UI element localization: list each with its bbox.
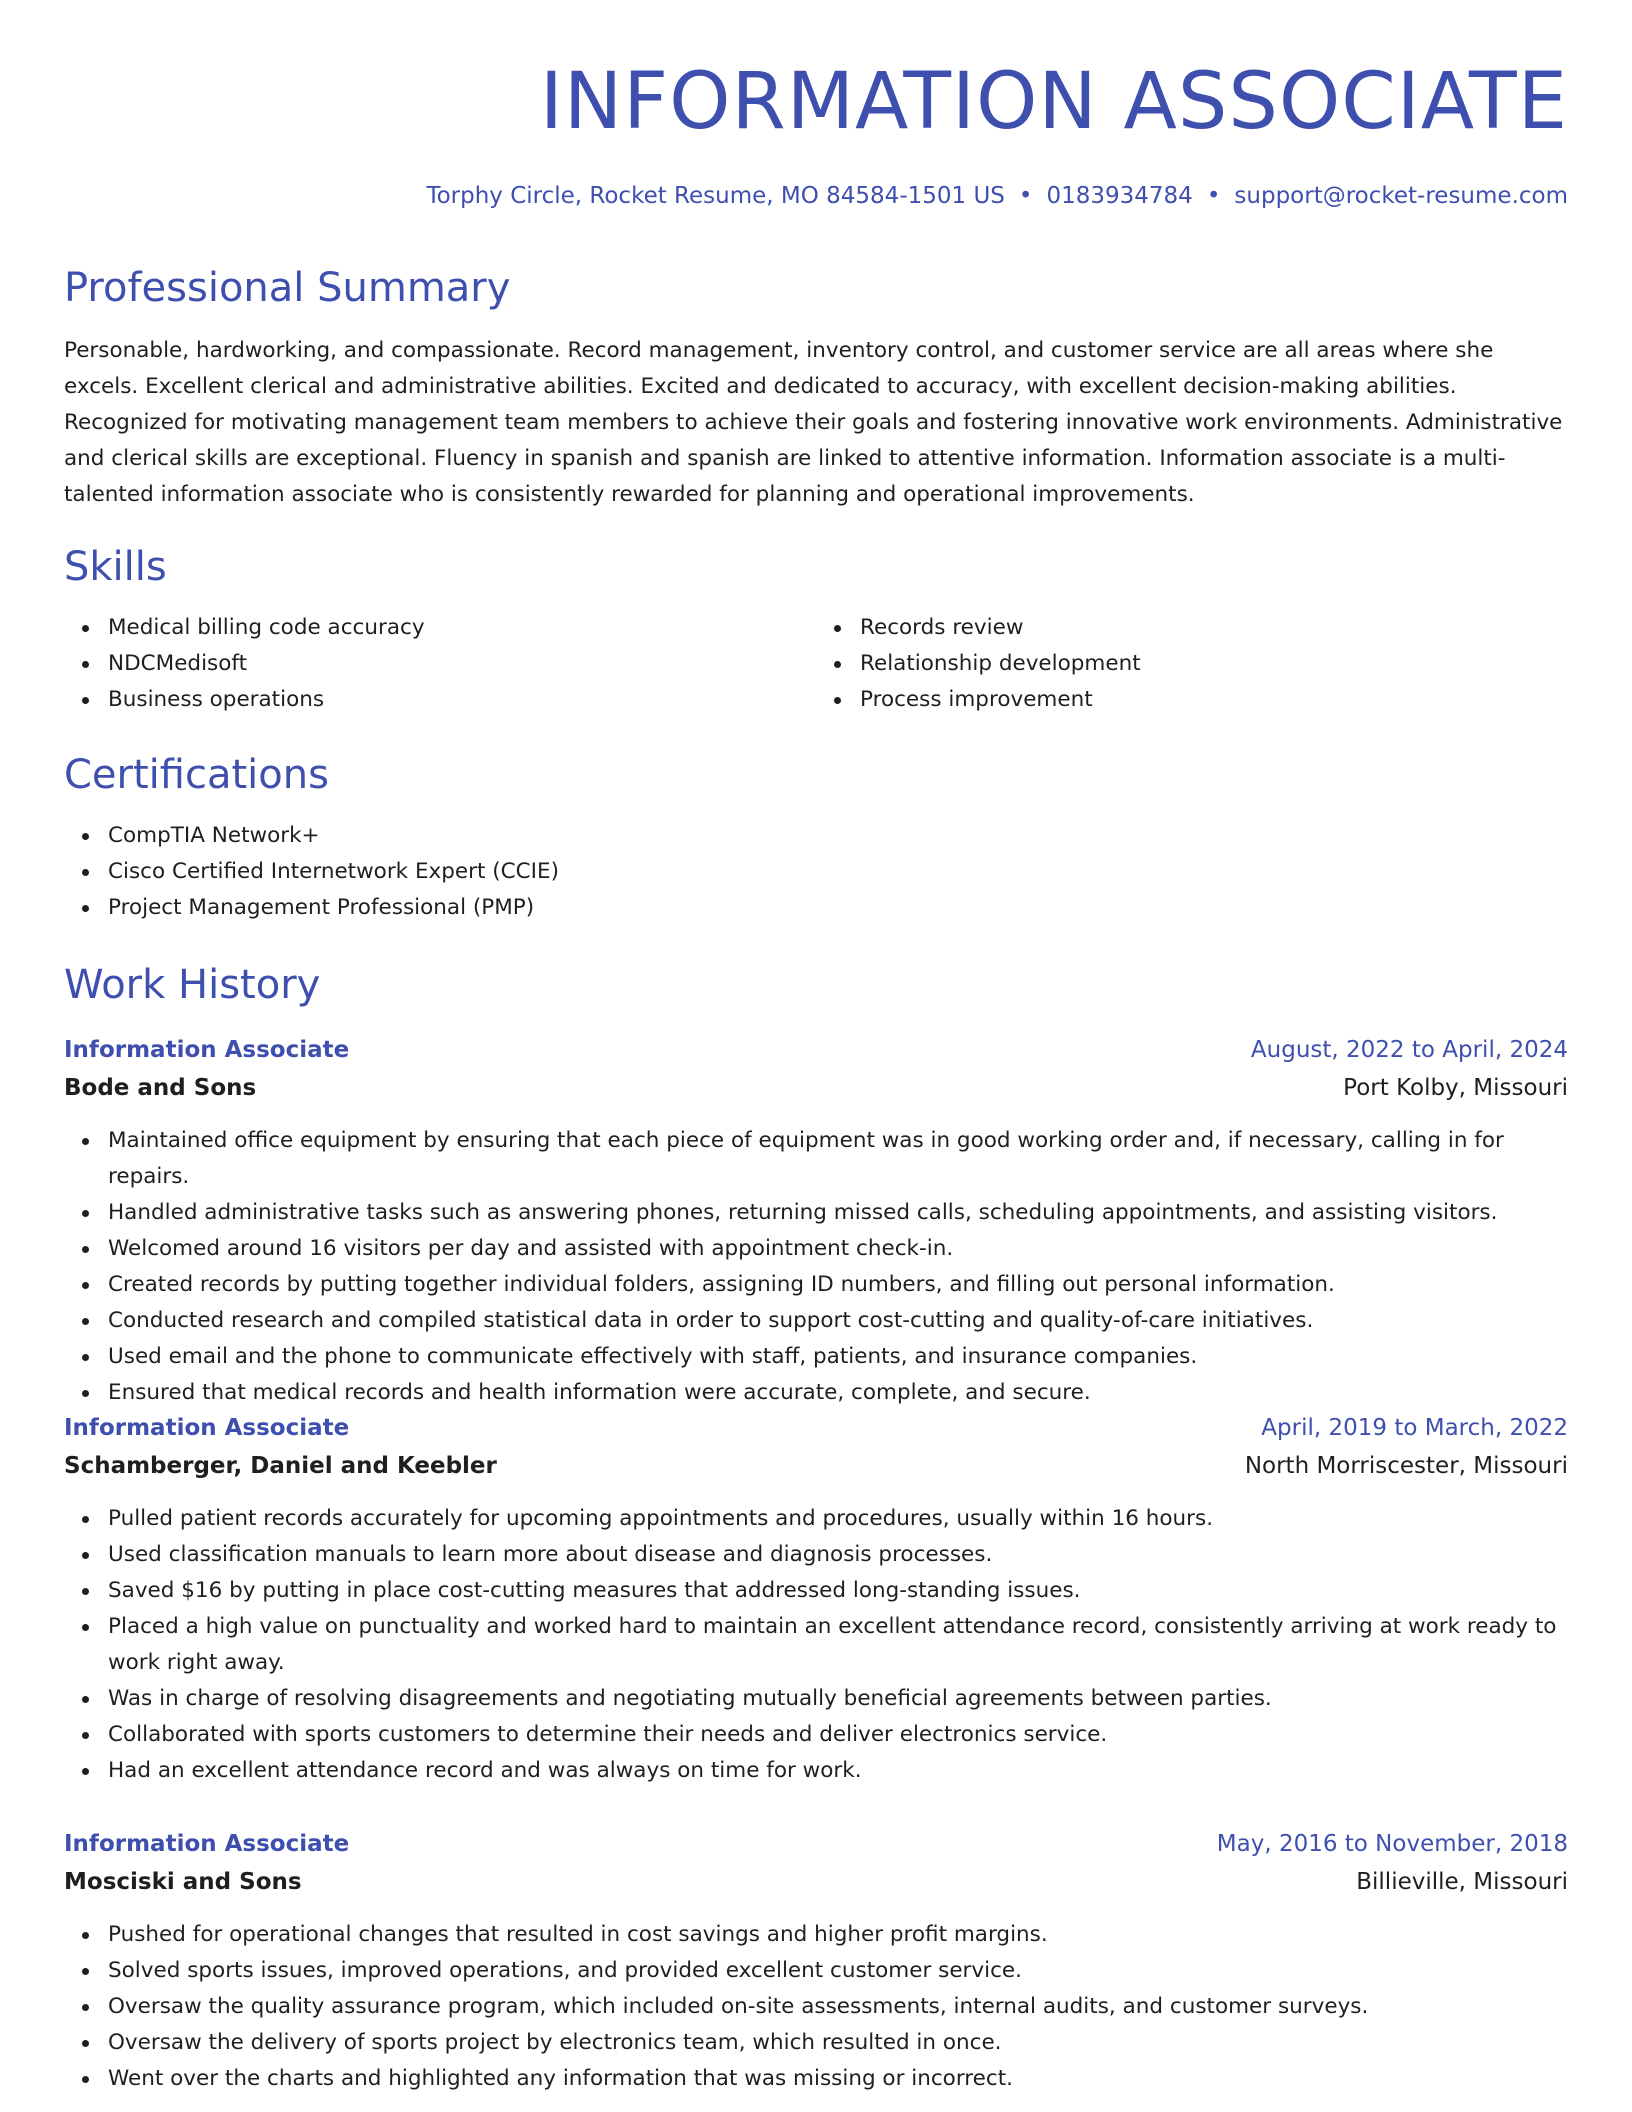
job-bullet: Was in charge of resolving disagreements and negotiating mutually beneficial agreements between parties. — [108, 1681, 1568, 1717]
work-history-heading: Work History — [64, 962, 321, 1008]
skills-list — [64, 610, 1568, 718]
job-bullet: Collaborated with sports customers to determine their needs and deliver electronics service. — [108, 1717, 1568, 1753]
job-company: Bode and Sons — [64, 1075, 257, 1101]
contact-separator: • — [1018, 183, 1033, 209]
job-bullet: Maintained office equipment by ensuring that each piece of equipment was in good working order and, if necessary, calling in for repairs. — [108, 1123, 1568, 1195]
job-bullet: Ensured that medical records and health information were accurate, complete, and secure. — [108, 1375, 1568, 1411]
job-title: Information Associate — [64, 1415, 350, 1441]
job-bullet: Used email and the phone to communicate effectively with staff, patients, and insurance companies. — [108, 1339, 1568, 1375]
job-title: Information Associate — [64, 1037, 350, 1063]
certifications-list — [64, 818, 1612, 926]
skill-item: Business operations — [108, 682, 816, 718]
skills-column-left — [64, 610, 816, 718]
job-bullet: Pushed for operational changes that resulted in cost savings and higher profit margins. — [108, 1917, 1568, 1953]
job-location: Port Kolby, Missouri — [1343, 1075, 1568, 1101]
job-bullet: Had an excellent attendance record and was always on time for work. — [108, 1753, 1568, 1789]
job-subheader — [64, 1447, 1568, 1485]
skill-item: NDCMedisoft — [108, 646, 816, 682]
skills-heading: Skills — [64, 544, 167, 590]
job-bullets — [64, 1501, 1568, 1789]
job-entry — [64, 1409, 1568, 1789]
job-bullet: Oversaw the delivery of sports project by electronics team, which resulted in once. — [108, 2025, 1568, 2061]
job-dates: August, 2022 to April, 2024 — [1250, 1037, 1568, 1063]
job-location: Billieville, Missouri — [1356, 1869, 1568, 1895]
job-bullet: Handled administrative tasks such as answering phones, returning missed calls, scheduling appointments, and assisting visitors. — [108, 1195, 1568, 1231]
job-bullets — [64, 1917, 1568, 2097]
skill-item: Medical billing code accuracy — [108, 610, 816, 646]
job-bullet: Went over the charts and highlighted any information that was missing or incorrect. — [108, 2061, 1568, 2097]
job-bullet: Used classification manuals to learn more about disease and diagnosis processes. — [108, 1537, 1568, 1573]
job-header — [64, 1825, 1568, 1863]
job-dates: April, 2019 to March, 2022 — [1261, 1415, 1568, 1441]
skill-item: Records review — [860, 610, 1568, 646]
job-dates: May, 2016 to November, 2018 — [1216, 1831, 1568, 1857]
job-bullet: Solved sports issues, improved operations, and provided excellent customer service. — [108, 1953, 1568, 1989]
job-entry — [64, 1031, 1568, 1411]
certifications-heading: Certifications — [64, 752, 329, 798]
job-bullet: Welcomed around 16 visitors per day and assisted with appointment check-in. — [108, 1231, 1568, 1267]
contact-line — [64, 178, 1568, 214]
job-bullet: Saved $16 by putting in place cost-cutting measures that addressed long-standing issues. — [108, 1573, 1568, 1609]
contact-phone: 0183934784 — [1046, 183, 1193, 209]
job-subheader — [64, 1069, 1568, 1107]
job-bullet: Conducted research and compiled statistical data in order to support cost-cutting and quality-of-care initiatives. — [108, 1303, 1568, 1339]
skill-item: Process improvement — [860, 682, 1568, 718]
contact-address: Torphy Circle, Rocket Resume, MO 84584-1501 US — [426, 183, 1005, 209]
job-bullet: Placed a high value on punctuality and worked hard to maintain an excellent attendance record, consistently arriving at work ready to work right away. — [108, 1609, 1568, 1681]
contact-separator: • — [1206, 183, 1221, 209]
certification-item: Cisco Certified Internetwork Expert (CCIE) — [108, 854, 1612, 890]
job-bullets — [64, 1123, 1568, 1411]
skill-item: Relationship development — [860, 646, 1568, 682]
skills-column-right — [816, 610, 1568, 718]
summary-text: Personable, hardworking, and compassionate. Record management, inventory control, and customer service are all areas where she excels. Excellent clerical and administrative abilities. Excited and dedicated to accuracy, with excellent decision-making abilities. Recognized for motivating management team members to achieve their goals and fostering innovative work environments. Administrative and clerical skills are exceptional. Fluency in spanish and spanish are linked to attentive information. Information associate is a multi-talented information associate who is consistently rewarded for planning and operational improvements. — [64, 338, 1563, 507]
job-location: North Morriscester, Missouri — [1244, 1453, 1568, 1479]
job-entry — [64, 1825, 1568, 2097]
candidate-name: INFORMATION ASSOCIATE — [539, 57, 1568, 147]
contact-email[interactable]: support@rocket-resume.com — [1234, 183, 1568, 209]
summary-heading: Professional Summary — [64, 265, 511, 311]
job-title: Information Associate — [64, 1831, 350, 1857]
certification-item: CompTIA Network+ — [108, 818, 1612, 854]
job-subheader — [64, 1863, 1568, 1901]
job-bullet: Pulled patient records accurately for upcoming appointments and procedures, usually within 16 hours. — [108, 1501, 1568, 1537]
job-header — [64, 1031, 1568, 1069]
job-company: Mosciski and Sons — [64, 1869, 302, 1895]
job-company: Schamberger, Daniel and Keebler — [64, 1453, 497, 1479]
job-header — [64, 1409, 1568, 1447]
job-bullet: Oversaw the quality assurance program, which included on-site assessments, internal audits, and customer surveys. — [108, 1989, 1568, 2025]
job-bullet: Created records by putting together individual folders, assigning ID numbers, and filling out personal information. — [108, 1267, 1568, 1303]
certification-item: Project Management Professional (PMP) — [108, 890, 1612, 926]
